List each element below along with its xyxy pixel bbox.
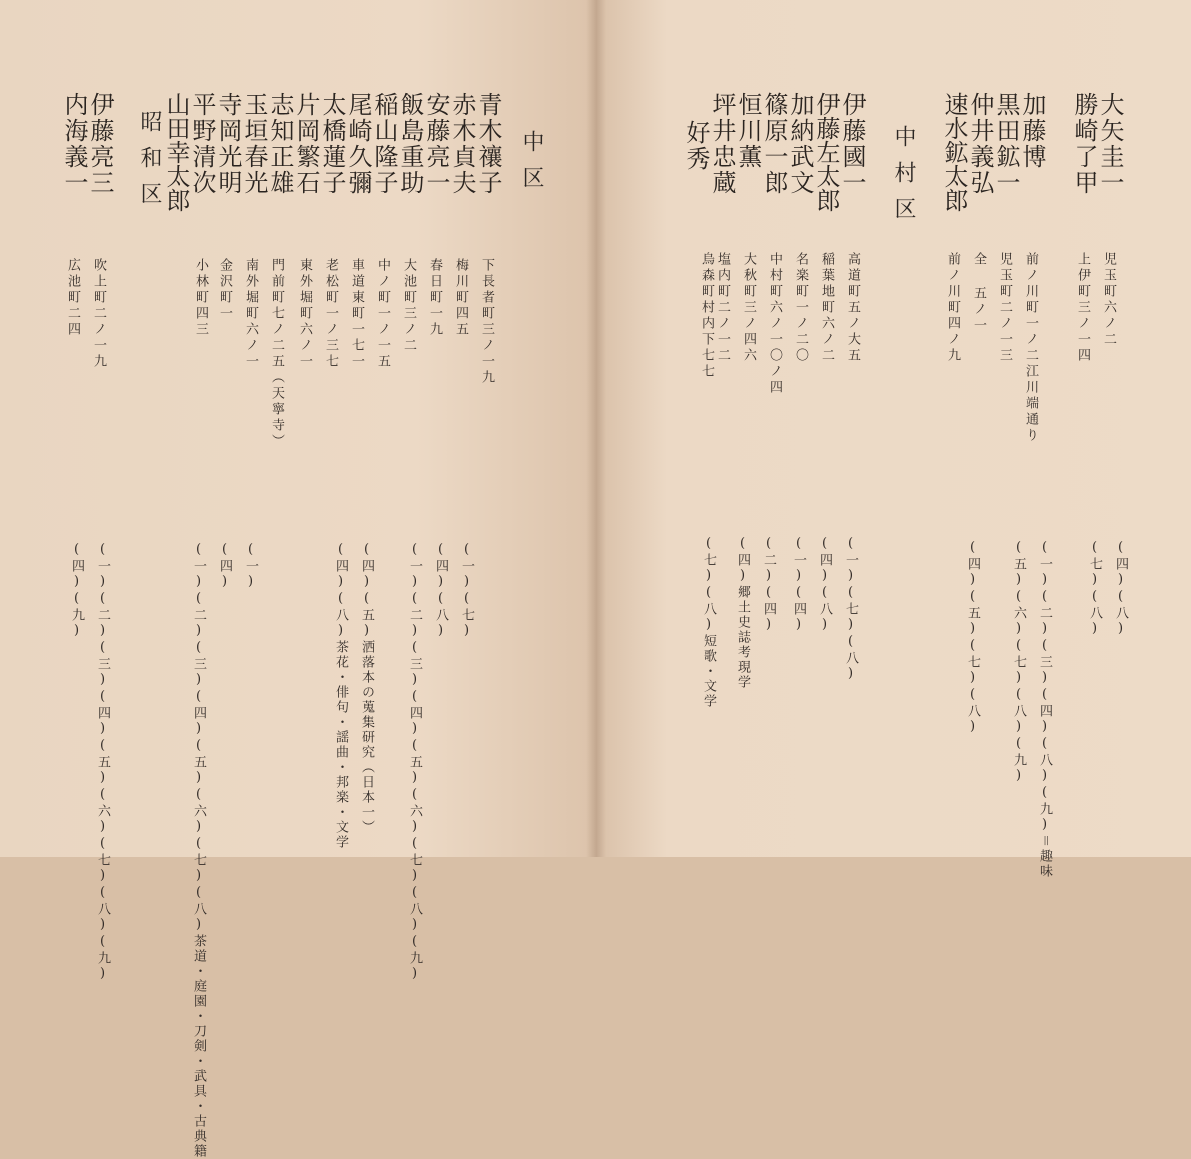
entry-note: (七)(八) <box>1087 540 1102 638</box>
entry-address: 下長者町三ノ一九 <box>479 258 494 386</box>
entry-name: 黒田鉱一 <box>992 92 1020 196</box>
entry-note: (一)(二)(三)(四)(五)(六)(七)(八)茶道・庭園・刀剣・武具・古典籍 <box>191 542 206 1159</box>
entry-name: 篠原一郎 <box>760 92 788 196</box>
entry-name: 尾崎久彌 <box>344 92 372 196</box>
entry-name: 太橋蓮子 <box>318 92 346 196</box>
entry-note: (四)(八) <box>1113 540 1128 638</box>
entry-address: 上伊町三ノ一四 <box>1075 252 1090 364</box>
entry-name: 山田幸太郎 <box>162 92 190 212</box>
entry-address: 東外堀町六ノ一 <box>297 258 312 370</box>
entry-note: (四)(五)洒落本の蒐集研究（日本一） <box>359 542 374 835</box>
entry-name: 内海義一 <box>60 92 88 196</box>
entry-address: 塩内町二ノ一二 <box>715 252 730 364</box>
entry-address: 前ノ川町一ノ二江川端通り <box>1023 252 1038 444</box>
book-gutter <box>586 0 606 857</box>
entry-address: 南外堀町六ノ一 <box>243 258 258 370</box>
entry-name: 稲山隆子 <box>370 92 398 196</box>
entry-address: 大秋町三ノ四六 <box>741 252 756 364</box>
entry-note: (一)(四) <box>791 536 806 634</box>
section-heading-showa: 昭和区 <box>137 110 162 218</box>
entry-name: 伊藤國一 <box>838 92 866 196</box>
entry-name: 好秀 <box>682 120 710 172</box>
entry-note: (五)(六)(七)(八)(九) <box>1011 540 1026 785</box>
entry-name: 片岡繁石 <box>292 92 320 196</box>
entry-address: 金沢町一 <box>217 258 232 322</box>
entry-address: 全 五ノ一 <box>971 252 986 334</box>
entry-address: 門前町七ノ二五（天寧寺） <box>269 258 284 450</box>
entry-name: 速水鉱太郎 <box>940 92 968 212</box>
entry-name: 大矢圭一 <box>1096 92 1124 196</box>
right-page <box>596 0 1191 879</box>
entry-note: (一)(二)(三)(四)(五)(六)(七)(八)(九) <box>407 542 422 983</box>
entry-address: 中ノ町一ノ一五 <box>375 258 390 370</box>
entry-note: (四)(九) <box>69 542 84 640</box>
entry-address: 吹上町二ノ一九 <box>91 258 106 370</box>
entry-note: (一)(七) <box>459 542 474 640</box>
entry-name: 伊藤左太郎 <box>812 92 840 212</box>
entry-address: 中村町六ノ一〇ノ四 <box>767 252 782 396</box>
entry-address: 名楽町一ノ二〇 <box>793 252 808 364</box>
entry-address: 大池町三ノ二 <box>401 258 416 354</box>
entry-name: 伊藤亮三 <box>86 92 114 196</box>
entry-address: 児玉町二ノ一三 <box>997 252 1012 364</box>
entry-address: 児玉町六ノ二 <box>1101 252 1116 348</box>
entry-address: 老松町一ノ三七 <box>323 258 338 370</box>
entry-name: 志知正雄 <box>266 92 294 196</box>
entry-address: 車道東町一七一 <box>349 258 364 370</box>
entry-note: (一) <box>243 542 258 591</box>
entry-note: (四)郷土史誌考現学 <box>735 536 750 690</box>
entry-name: 恒川薫 <box>734 92 762 170</box>
entry-note: (一)(七)(八) <box>843 536 858 683</box>
entry-note: (四)(八) <box>817 536 832 634</box>
entry-name: 青木禳子 <box>474 92 502 196</box>
entry-note: (一)(二)(三)(四)(八)(九)＝趣味 <box>1037 540 1052 879</box>
entry-address: 春日町一九 <box>427 258 442 338</box>
section-heading-naka: 中区 <box>519 130 544 202</box>
entry-name: 平野清次 <box>188 92 216 196</box>
entry-address: 小林町四三 <box>193 258 208 338</box>
entry-name: 赤木貞夫 <box>448 92 476 196</box>
entry-name: 寺岡光明 <box>214 92 242 196</box>
entry-note: (四) <box>217 542 232 591</box>
entry-name: 仲井義弘 <box>966 92 994 196</box>
entry-address: 高道町五ノ大五 <box>845 252 860 364</box>
entry-name: 安藤亮一 <box>422 92 450 196</box>
entry-address: 前ノ川町四ノ九 <box>945 252 960 364</box>
entry-address: 烏森町村内下七七 <box>699 252 714 380</box>
entry-note: (七)(八)短歌・文学 <box>701 536 716 709</box>
entry-name: 加納武文 <box>786 92 814 196</box>
entry-note: (一)(二)(三)(四)(五)(六)(七)(八)(九) <box>95 542 110 983</box>
entry-name: 加藤博 <box>1018 92 1046 170</box>
entry-name: 勝崎了甲 <box>1070 92 1098 196</box>
entry-address: 広池町二四 <box>65 258 80 338</box>
entry-name: 玉垣春光 <box>240 92 268 196</box>
entry-note: (四)(五)(七)(八) <box>965 540 980 736</box>
entry-note: (二)(四) <box>761 536 776 634</box>
entry-address: 梅川町四五 <box>453 258 468 338</box>
entry-name: 坪井忠蔵 <box>708 92 736 196</box>
entry-note: (四)(八)茶花・俳句・謡曲・邦楽・文学 <box>333 542 348 850</box>
section-heading-nakamura: 中村区 <box>891 125 916 233</box>
entry-address: 稲葉地町六ノ二 <box>819 252 834 364</box>
entry-name: 飯島重助 <box>396 92 424 196</box>
entry-note: (四)(八) <box>433 542 448 640</box>
